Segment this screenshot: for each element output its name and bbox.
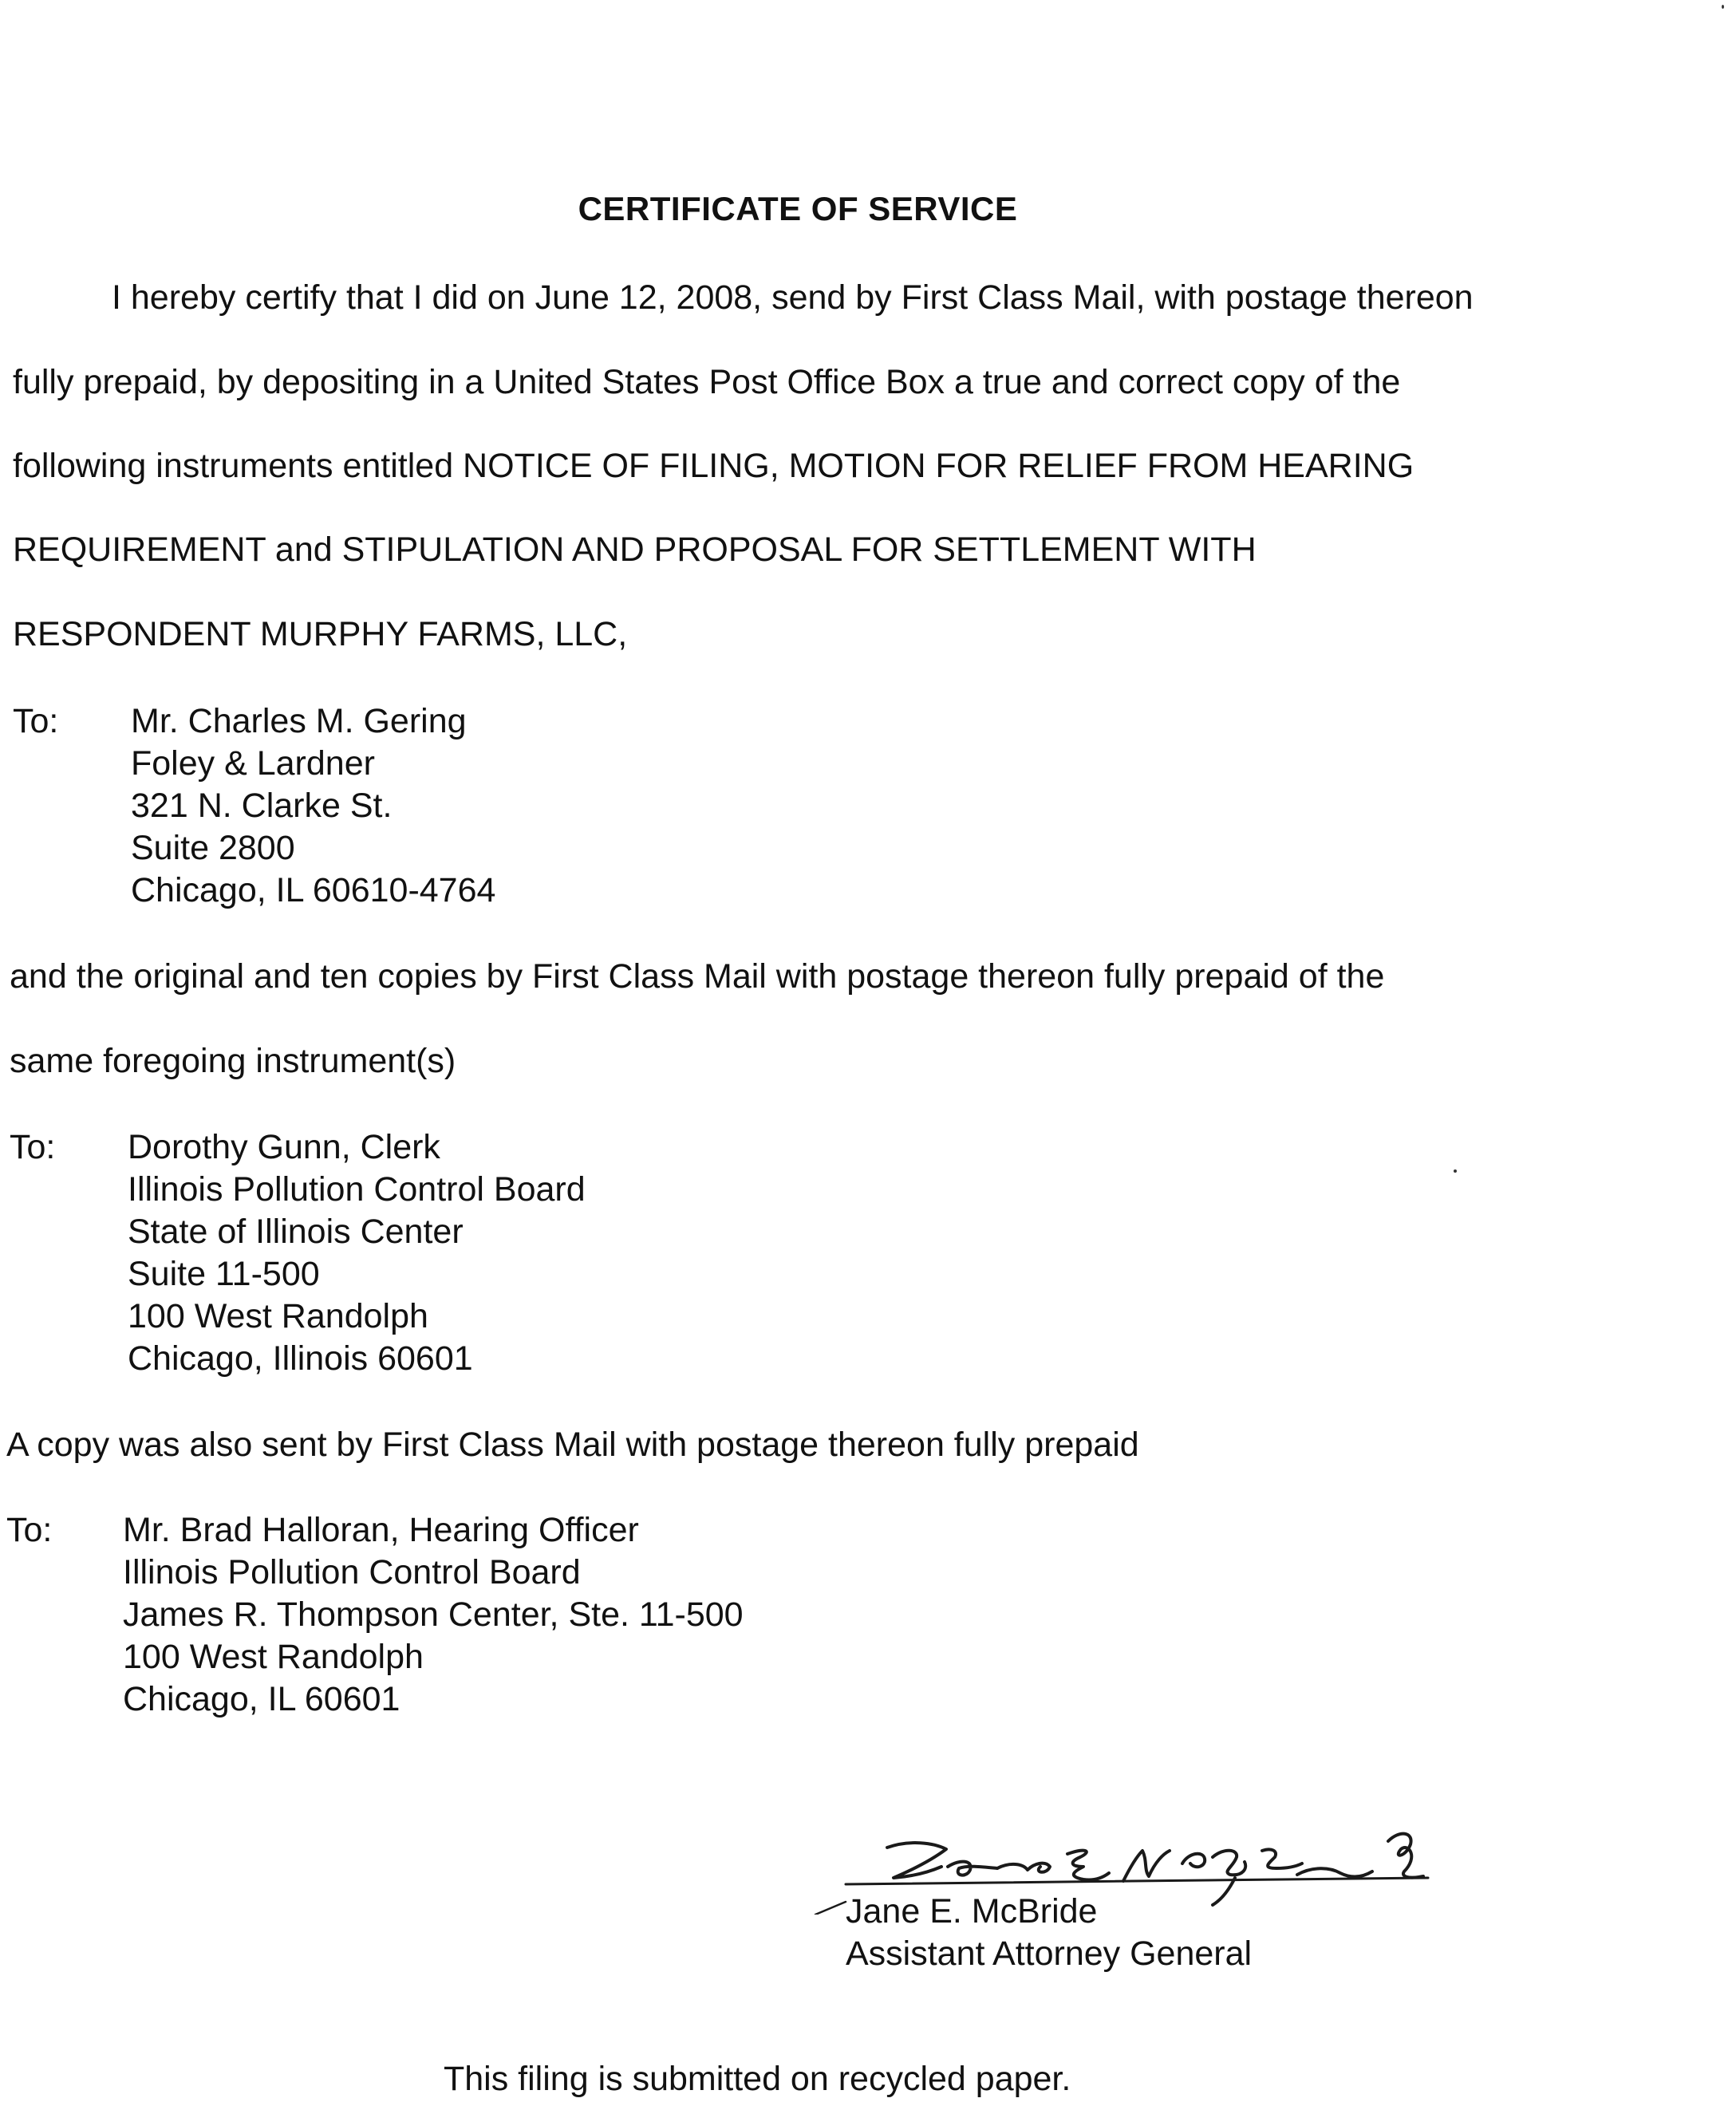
to-label: To: [10, 1128, 56, 1166]
address-line: James R. Thompson Center, Ste. 11-500 [123, 1595, 744, 1634]
address-line: Foley & Lardner [131, 744, 375, 783]
address-line: Suite 11-500 [128, 1255, 320, 1293]
scan-speck [1454, 1169, 1457, 1173]
address-line: Suite 2800 [131, 829, 295, 867]
address-line: 100 West Randolph [128, 1297, 428, 1335]
paragraph-1-line-4: REQUIREMENT and STIPULATION AND PROPOSAL FOR SETTLEMENT WITH [13, 530, 1257, 569]
document-title: CERTIFICATE OF SERVICE [578, 190, 1018, 227]
signer-title: Assistant Attorney General [846, 1934, 1253, 1973]
address-line: Chicago, IL 60601 [123, 1680, 400, 1718]
address-line: 321 N. Clarke St. [131, 787, 393, 825]
address-line: Mr. Brad Halloran, Hearing Officer [123, 1511, 639, 1549]
to-label: To: [13, 702, 59, 740]
paragraph-1-line-3: following instruments entitled NOTICE OF FILING, MOTION FOR RELIEF FROM HEARING [13, 447, 1414, 485]
recipient-1-address [131, 700, 495, 912]
recycled-paper-footer: This filing is submitted on recycled paper. [444, 2060, 1071, 2098]
paragraph-1-line-1: I hereby certify that I did on June 12, 2008, send by First Class Mail, with postage thereon [112, 278, 1474, 317]
scan-speck [1722, 5, 1724, 9]
paragraph-2-line-2: same foregoing instrument(s) [10, 1042, 456, 1080]
address-line: Mr. Charles M. Gering [131, 702, 467, 740]
address-line: 100 West Randolph [123, 1638, 424, 1676]
paragraph-3: A copy was also sent by First Class Mail with postage thereon fully prepaid [6, 1426, 1139, 1464]
signer-name: Jane E. McBride [846, 1892, 1098, 1930]
paragraph-2-line-1: and the original and ten copies by First Class Mail with postage thereon fully prepaid of the [10, 957, 1385, 996]
address-line: Dorothy Gunn, Clerk [128, 1128, 440, 1166]
paragraph-1-line-2: fully prepaid, by depositing in a United States Post Office Box a true and correct copy of the [13, 363, 1401, 401]
address-line: State of Illinois Center [128, 1213, 464, 1251]
address-line: Chicago, Illinois 60601 [128, 1339, 473, 1378]
address-line: Chicago, IL 60610-4764 [131, 871, 496, 909]
signer-name-and-title [846, 1891, 1252, 1975]
recipient-3-address [123, 1509, 744, 1721]
to-label: To: [6, 1511, 53, 1549]
address-line: Illinois Pollution Control Board [123, 1553, 581, 1591]
recipient-2-address [128, 1126, 586, 1380]
paragraph-1-line-5: RESPONDENT MURPHY FARMS, LLC, [13, 615, 628, 653]
address-line: Illinois Pollution Control Board [128, 1170, 586, 1209]
